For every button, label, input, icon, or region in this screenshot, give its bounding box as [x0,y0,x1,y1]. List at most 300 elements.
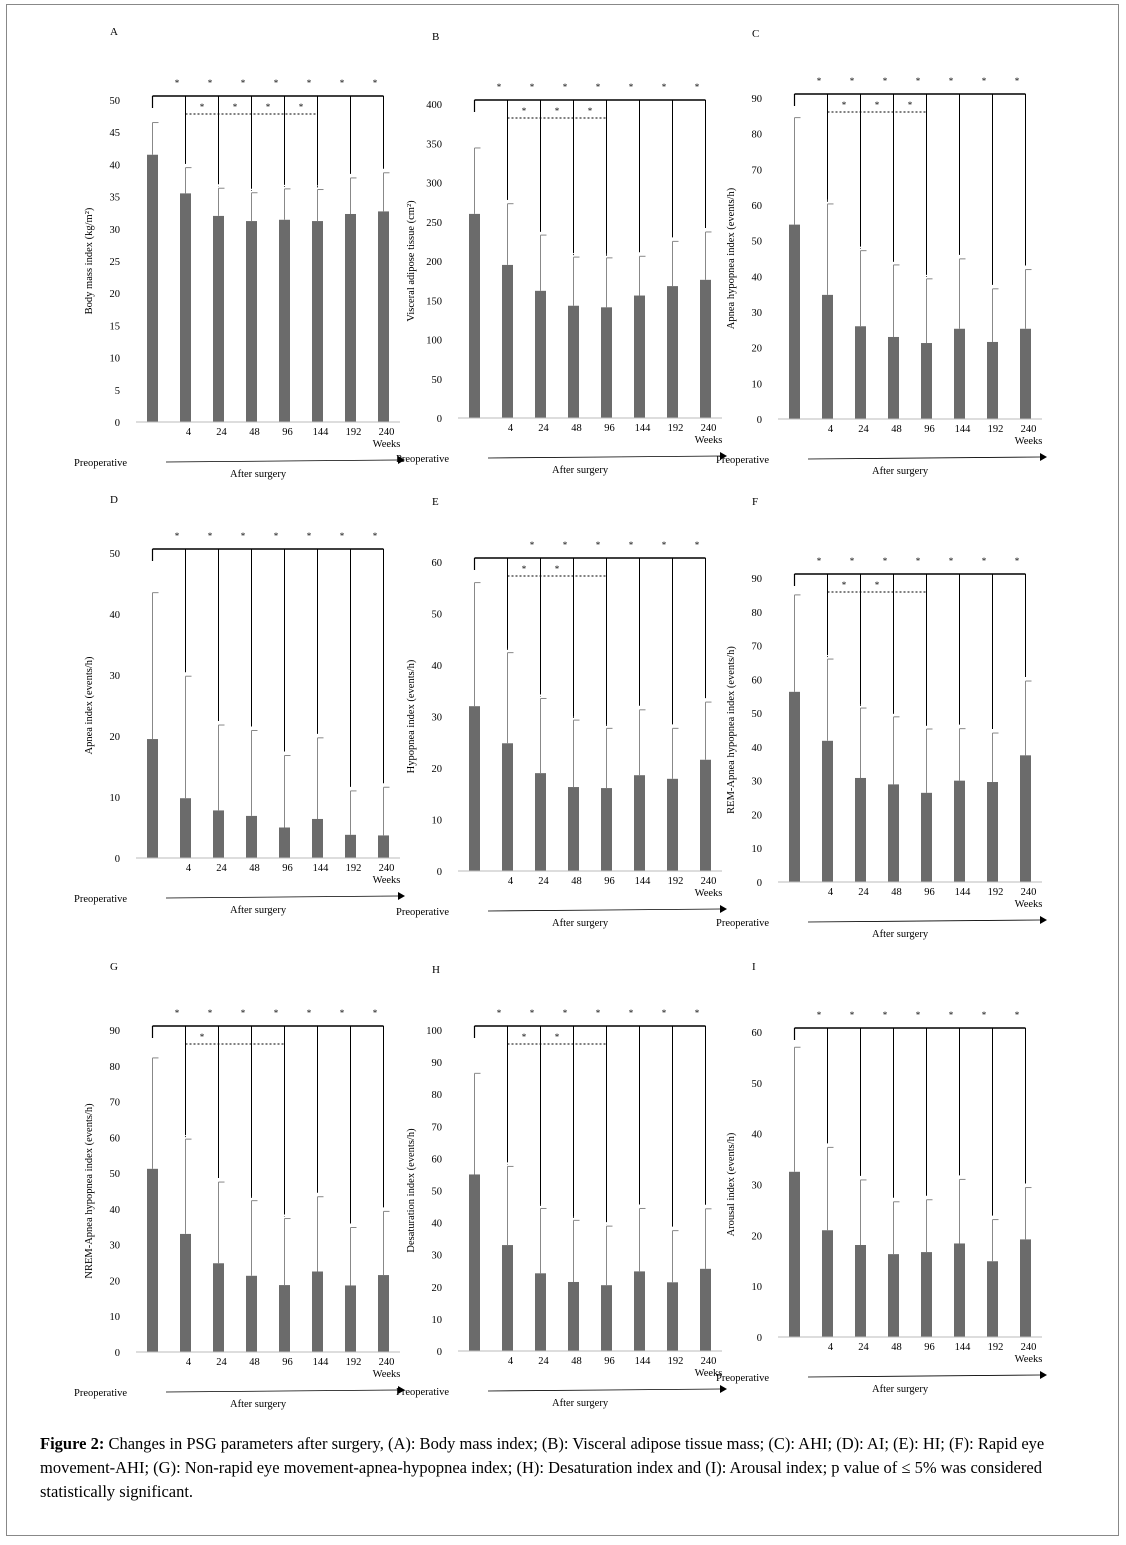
bar-A-3 [246,221,257,422]
y-tick-label: 50 [431,609,442,621]
y-tick-label: 400 [426,100,442,111]
y-tick-label: 90 [751,94,762,105]
bar-C-7 [1020,329,1031,419]
sig-star: * [882,556,888,566]
sig-star: * [1014,1010,1020,1020]
y-tick-label: 10 [109,793,120,804]
y-tick-label: 350 [426,139,442,151]
bar-B-2 [535,291,546,418]
bar-B-5 [634,296,645,418]
x-tick-label: 144 [954,887,971,898]
bar-C-6 [987,342,998,419]
x-tick-label: 144 [634,423,651,434]
y-tick-label: 10 [751,379,762,391]
x-tick-label: 240 [1020,1342,1037,1353]
chart-svg-F [716,490,1062,960]
sig-star: * [628,540,634,550]
x-tick-label: 48 [249,1357,260,1368]
y-tick-label: 70 [751,165,762,177]
bar-C-4 [921,343,932,419]
y-tick-label: 30 [751,308,762,319]
chart-svg-D [74,488,420,958]
after-surgery-label: After surgery [230,1399,287,1410]
arrow-head [1040,1371,1047,1379]
panel-letter-G: G [110,961,118,973]
y-tick-label: 5 [114,385,120,397]
preoperative-label: Preoperative [74,1388,128,1399]
timeline-arrow [488,456,720,458]
sig-dotted-star: * [874,100,880,110]
x-tick-label: 24 [538,876,549,887]
timeline-arrow [166,896,398,898]
x-tick-label: 144 [634,876,651,887]
x-tick-label: 4 [507,423,514,434]
bar-B-4 [601,307,612,418]
y-tick-label: 20 [109,289,120,301]
y-tick-label: 50 [109,96,120,107]
x-tick-label: 4 [507,876,514,887]
sig-star: * [339,78,345,88]
y-axis-label: Apnea hypopnea index (events/h) [726,187,737,330]
sig-star: * [372,1008,378,1018]
chart-panel-E [396,490,742,960]
y-tick-label: 70 [751,641,762,653]
timeline-arrow [808,457,1040,459]
bar-F-3 [888,784,899,882]
timeline-arrow [488,1389,720,1391]
sig-star: * [174,531,180,541]
y-tick-label: 0 [114,854,120,865]
after-surgery-label: After surgery [552,1398,609,1409]
bar-E-0 [469,706,480,871]
y-tick-label: 60 [751,1028,762,1039]
y-tick-label: 60 [109,1133,120,1145]
x-tick-label: 192 [345,1357,362,1368]
sig-star: * [496,82,502,92]
bar-E-6 [667,779,678,871]
x-tick-label: 192 [667,423,684,434]
y-tick-label: 90 [751,574,762,585]
x-tick-label: 48 [891,424,902,435]
sig-dotted-star: * [521,1032,527,1042]
sig-star: * [207,78,213,88]
y-tick-label: 150 [426,296,442,308]
y-tick-label: 40 [431,661,442,672]
bar-H-3 [568,1282,579,1351]
panel-letter-I: I [752,961,756,973]
bar-G-4 [279,1285,290,1352]
sig-star: * [207,1008,213,1018]
sig-star: * [339,1008,345,1018]
sig-star: * [849,76,855,86]
bar-B-1 [502,265,513,418]
sig-dotted-star: * [232,102,238,112]
y-tick-label: 0 [436,414,442,425]
after-surgery-label: After surgery [872,1384,929,1395]
x-tick-label: 4 [185,1357,192,1368]
after-surgery-label: After surgery [552,918,609,929]
x-axis-label: Weeks [372,439,401,450]
preoperative-label: Preoperative [396,907,450,918]
y-tick-label: 50 [109,549,120,560]
chart-panel-G [74,955,420,1425]
sig-dotted-star: * [521,564,527,574]
x-tick-label: 144 [312,863,329,874]
chart-panel-F [716,490,1062,960]
y-tick-label: 50 [431,1186,442,1198]
sig-dotted-star: * [554,106,560,116]
sig-star: * [981,556,987,566]
y-axis-label: Visceral adipose tissue (cm²) [406,200,417,322]
y-tick-label: 25 [109,257,120,268]
y-tick-label: 50 [431,374,442,386]
x-axis-label: Weeks [694,1368,723,1379]
y-tick-label: 40 [751,1129,762,1141]
after-surgery-label: After surgery [872,466,929,477]
bar-A-2 [213,216,224,422]
sig-star: * [628,82,634,92]
sig-dotted-star: * [587,106,593,116]
y-tick-label: 100 [426,1026,442,1037]
y-tick-label: 10 [431,815,442,827]
bar-H-7 [700,1269,711,1351]
panel-letter-C: C [752,28,760,40]
sig-star: * [562,1008,568,1018]
sig-dotted-star: * [298,102,304,112]
y-tick-label: 70 [109,1097,120,1109]
x-tick-label: 240 [1020,887,1037,898]
x-tick-label: 4 [827,424,834,435]
sig-star: * [849,556,855,566]
x-tick-label: 48 [571,423,582,434]
bar-F-6 [987,782,998,882]
bar-I-4 [921,1252,932,1337]
panel-letter-F: F [752,496,759,508]
y-tick-label: 80 [751,129,762,141]
y-tick-label: 30 [431,712,442,724]
sig-star: * [816,76,822,86]
bar-A-0 [147,155,158,422]
sig-dotted-star: * [199,102,205,112]
sig-dotted-star: * [554,564,560,574]
sig-star: * [849,1010,855,1020]
x-tick-label: 192 [345,427,362,438]
x-axis-label: Weeks [1014,899,1043,910]
y-tick-label: 80 [109,1061,120,1073]
x-tick-label: 240 [700,876,717,887]
bar-A-4 [279,220,290,422]
bar-C-1 [822,295,833,419]
panel-letter-E: E [432,496,439,508]
chart-panel-C [716,22,1062,492]
y-tick-label: 20 [751,1231,762,1243]
panel-letter-B: B [432,31,440,43]
sig-star: * [529,540,535,550]
x-tick-label: 96 [924,887,935,898]
y-tick-label: 90 [109,1026,120,1037]
sig-dotted-star: * [841,580,847,590]
x-tick-label: 192 [667,876,684,887]
y-tick-label: 20 [751,343,762,355]
x-axis-label: Weeks [372,875,401,886]
sig-star: * [1014,556,1020,566]
sig-star: * [882,76,888,86]
x-tick-label: 192 [345,863,362,874]
bar-B-0 [469,214,480,418]
bar-C-0 [789,225,800,419]
bar-C-2 [855,326,866,419]
sig-star: * [339,531,345,541]
sig-star: * [661,1008,667,1018]
sig-star: * [981,1010,987,1020]
x-tick-label: 24 [858,887,869,898]
chart-svg-G [74,955,420,1425]
bar-E-7 [700,760,711,871]
y-tick-label: 40 [109,160,120,172]
bar-I-3 [888,1254,899,1337]
y-tick-label: 100 [426,335,442,347]
x-tick-label: 240 [700,423,717,434]
sig-star: * [273,78,279,88]
y-tick-label: 60 [751,201,762,212]
y-tick-label: 10 [431,1314,442,1326]
y-tick-label: 10 [751,1282,762,1294]
sig-star: * [948,556,954,566]
sig-star: * [595,82,601,92]
x-tick-label: 96 [924,1342,935,1353]
preoperative-label: Preoperative [396,1387,450,1398]
x-tick-label: 4 [185,863,192,874]
bar-I-6 [987,1261,998,1337]
timeline-arrow [166,1390,398,1392]
sig-star: * [915,556,921,566]
bar-D-7 [378,835,389,858]
y-tick-label: 90 [431,1058,442,1070]
panel-letter-D: D [110,494,118,506]
sig-star: * [948,76,954,86]
preoperative-label: Preoperative [716,455,770,466]
sig-star: * [694,1008,700,1018]
x-tick-label: 24 [538,1356,549,1367]
y-tick-label: 45 [109,128,120,140]
x-tick-label: 144 [634,1356,651,1367]
sig-star: * [694,540,700,550]
bar-A-1 [180,193,191,422]
y-axis-label: Hypopnea index (events/h) [406,659,417,774]
y-tick-label: 250 [426,217,442,229]
x-axis-label: Weeks [1014,436,1043,447]
timeline-arrow [166,460,398,462]
timeline-arrow [488,909,720,911]
timeline-arrow [808,920,1040,922]
x-tick-label: 4 [507,1356,514,1367]
y-tick-label: 35 [109,192,120,204]
bar-D-4 [279,828,290,859]
bar-D-2 [213,810,224,858]
y-tick-label: 30 [109,671,120,682]
x-tick-label: 24 [538,423,549,434]
bar-H-6 [667,1282,678,1351]
bar-D-3 [246,816,257,858]
y-tick-label: 30 [109,224,120,236]
after-surgery-label: After surgery [552,465,609,476]
x-tick-label: 48 [249,427,260,438]
sig-star: * [273,531,279,541]
sig-star: * [661,540,667,550]
bar-H-5 [634,1271,645,1351]
arrow-head [1040,453,1047,461]
panel-letter-A: A [110,26,118,38]
sig-dotted-star: * [554,1032,560,1042]
x-axis-label: Weeks [372,1369,401,1380]
bar-F-4 [921,793,932,882]
sig-star: * [372,78,378,88]
preoperative-label: Preoperative [74,458,128,469]
bar-I-7 [1020,1239,1031,1337]
y-tick-label: 30 [431,1250,442,1262]
chart-svg-I [716,955,1062,1425]
preoperative-label: Preoperative [74,894,128,905]
bar-H-1 [502,1245,513,1351]
sig-star: * [882,1010,888,1020]
chart-svg-B [396,25,742,495]
sig-star: * [240,531,246,541]
y-tick-label: 0 [436,1347,442,1358]
sig-star: * [174,78,180,88]
bar-G-5 [312,1272,323,1353]
x-tick-label: 24 [216,863,227,874]
bar-F-2 [855,778,866,882]
x-tick-label: 144 [312,1357,329,1368]
sig-star: * [240,78,246,88]
x-tick-label: 96 [282,863,293,874]
y-tick-label: 60 [431,1154,442,1166]
x-axis-label: Weeks [694,435,723,446]
y-tick-label: 40 [431,1218,442,1230]
x-tick-label: 24 [858,424,869,435]
x-tick-label: 48 [571,876,582,887]
bar-A-6 [345,214,356,422]
y-tick-label: 30 [751,1180,762,1192]
x-axis-label: Weeks [694,888,723,899]
x-tick-label: 144 [312,427,329,438]
y-tick-label: 0 [114,418,120,429]
preoperative-label: Preoperative [716,918,770,929]
x-axis-label: Weeks [1014,1354,1043,1365]
bar-D-5 [312,819,323,858]
bar-G-2 [213,1263,224,1352]
bar-F-7 [1020,755,1031,882]
bar-G-6 [345,1285,356,1352]
y-axis-label: Desaturation index (events/h) [406,1128,417,1253]
sig-star: * [240,1008,246,1018]
sig-star: * [948,1010,954,1020]
y-tick-label: 20 [431,764,442,775]
y-tick-label: 20 [751,810,762,822]
x-tick-label: 4 [827,1342,834,1353]
after-surgery-label: After surgery [230,905,287,916]
x-tick-label: 240 [700,1356,717,1367]
bar-G-0 [147,1169,158,1352]
y-tick-label: 10 [109,353,120,365]
y-axis-label: Arousal index (events/h) [726,1132,737,1237]
bar-E-4 [601,788,612,871]
bar-F-1 [822,741,833,882]
x-tick-label: 24 [216,1357,227,1368]
chart-panel-B [396,25,742,495]
bar-C-3 [888,337,899,419]
y-tick-label: 20 [431,1282,442,1294]
y-axis-label: Apnea index (events/h) [84,656,95,755]
bar-I-2 [855,1245,866,1337]
y-tick-label: 10 [751,844,762,856]
preoperative-label: Preoperative [716,1373,770,1384]
bar-G-1 [180,1234,191,1352]
y-tick-label: 40 [751,742,762,754]
bar-E-5 [634,775,645,871]
x-tick-label: 192 [987,424,1004,435]
y-tick-label: 50 [751,1078,762,1090]
x-tick-label: 240 [378,427,395,438]
sig-star: * [661,82,667,92]
chart-svg-E [396,490,742,960]
x-tick-label: 96 [924,424,935,435]
bar-I-0 [789,1172,800,1337]
bar-C-5 [954,329,965,419]
sig-star: * [496,1008,502,1018]
x-tick-label: 240 [378,1357,395,1368]
x-tick-label: 96 [604,1356,615,1367]
panel-letter-H: H [432,964,440,976]
sig-star: * [915,1010,921,1020]
sig-star: * [595,540,601,550]
sig-star: * [1014,76,1020,86]
x-tick-label: 192 [667,1356,684,1367]
x-tick-label: 240 [1020,424,1037,435]
y-tick-label: 300 [426,178,442,190]
chart-panel-I [716,955,1062,1425]
y-axis-label: Body mass index (kg/m²) [84,207,95,315]
bar-H-0 [469,1174,480,1351]
y-tick-label: 10 [109,1312,120,1324]
y-axis-label: NREM-Apnea hypopnea index (events/h) [84,1103,95,1279]
sig-star: * [207,531,213,541]
bar-F-5 [954,781,965,882]
bar-A-5 [312,221,323,422]
sig-star: * [595,1008,601,1018]
bar-E-1 [502,743,513,871]
sig-star: * [174,1008,180,1018]
sig-star: * [816,556,822,566]
y-tick-label: 40 [109,610,120,621]
after-surgery-label: After surgery [230,469,287,480]
y-tick-label: 0 [756,1333,762,1344]
y-tick-label: 20 [109,732,120,743]
sig-dotted-star: * [841,100,847,110]
bar-B-7 [700,280,711,418]
y-tick-label: 70 [431,1122,442,1134]
y-tick-label: 15 [109,321,120,333]
y-tick-label: 40 [109,1204,120,1216]
y-tick-label: 60 [751,675,762,687]
y-tick-label: 50 [751,709,762,721]
y-tick-label: 60 [431,558,442,569]
bar-I-5 [954,1243,965,1337]
y-tick-label: 50 [751,236,762,248]
bar-B-6 [667,286,678,418]
bar-D-0 [147,739,158,858]
after-surgery-label: After surgery [872,929,929,940]
